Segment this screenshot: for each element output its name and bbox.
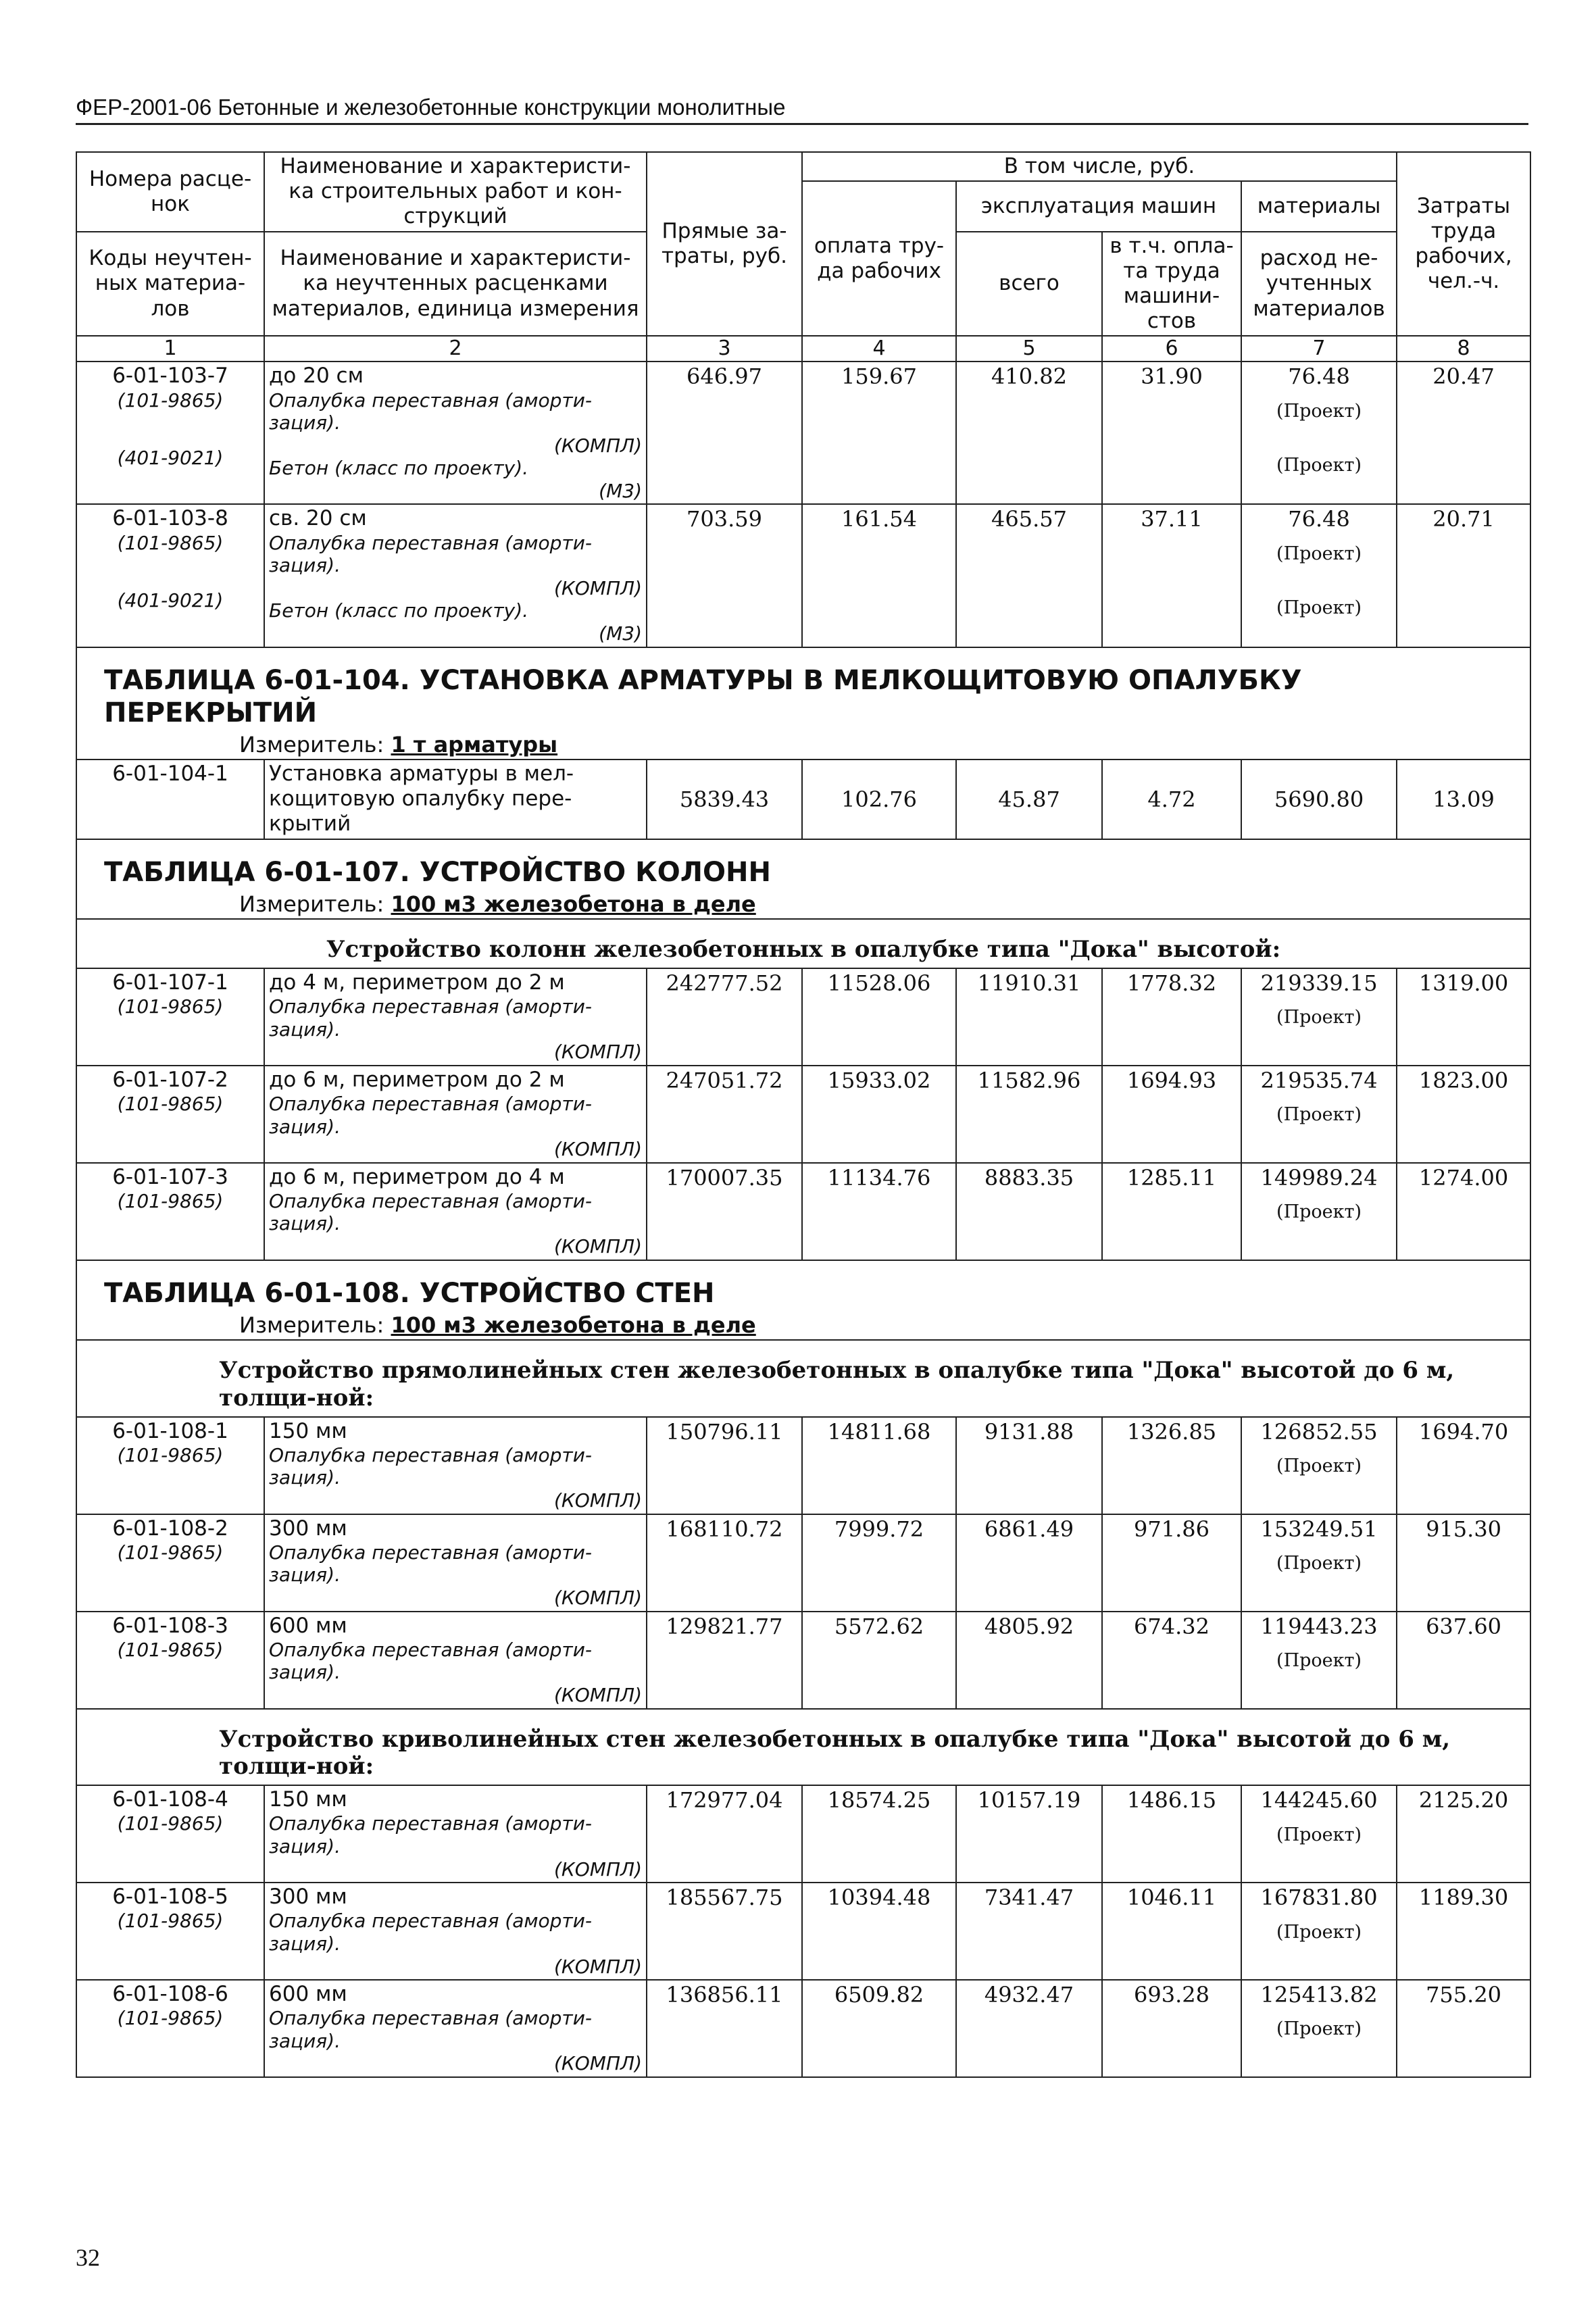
wages: 11134.76	[802, 1163, 956, 1260]
section-title: ТАБЛИЦА 6-01-107. УСТРОЙСТВО КОЛОНН	[104, 856, 771, 888]
wages: 5572.62	[802, 1612, 956, 1709]
col-work-name-header: Наименование и характеристи-ка строительных работ и кон-струкций	[264, 152, 647, 232]
materials-cell	[1241, 1980, 1397, 2077]
materials-value: 76.48	[1288, 364, 1350, 390]
col-material-names-header: Наименование и характеристи-ка неучтенных расценками материалов, единица измерения	[264, 232, 647, 337]
column-number: 1	[76, 336, 264, 362]
project-note: (Проект)	[1276, 597, 1362, 619]
labor: 1274.00	[1397, 1163, 1530, 1260]
material-code: (101-9865)	[117, 1812, 224, 1835]
direct-costs: 150796.11	[647, 1417, 802, 1514]
materials-cell	[1241, 968, 1397, 1066]
col-labor-header: Затраты труда рабочих, чел.-ч.	[1397, 152, 1530, 336]
labor: 755.20	[1397, 1980, 1530, 2077]
direct-costs: 5839.43	[647, 760, 802, 839]
group-caption: Устройство прямолинейных стен железобетонных в опалубке типа "Дока" высотой до 6 м, толщи-ной:	[76, 1340, 1530, 1417]
group-caption: Устройство колонн железобетонных в опалубке типа "Дока" высотой:	[76, 919, 1530, 968]
rate-code-cell	[76, 1785, 264, 1883]
direct-costs: 136856.11	[647, 1980, 802, 2077]
direct-costs: 185567.75	[647, 1883, 802, 1980]
rate-name: до 6 м, периметром до 4 м	[269, 1164, 565, 1189]
machinists-wages: 4.72	[1102, 760, 1241, 839]
meter-value: 100 м3 железобетона в деле	[391, 1312, 756, 1338]
rate-code: 6-01-108-4	[112, 1787, 228, 1812]
machinists-wages: 37.11	[1102, 504, 1241, 647]
group-caption: Устройство криволинейных стен железобетонных в опалубке типа "Дока" высотой до 6 м, толщи-ной:	[76, 1709, 1530, 1786]
machines-total: 11582.96	[956, 1066, 1102, 1163]
column-number: 4	[802, 336, 956, 362]
rate-code-cell	[76, 504, 264, 647]
rate-code-cell	[76, 1163, 264, 1260]
rate-name-cell	[264, 1514, 647, 1612]
materials-cell	[1241, 1514, 1397, 1612]
group-row	[76, 1709, 1530, 1786]
rate-code-cell	[76, 1883, 264, 1980]
materials-value: 144245.60	[1260, 1787, 1378, 1814]
project-note: (Проект)	[1276, 2018, 1362, 2040]
material-name: Опалубка переставная (аморти-зация).	[269, 2007, 593, 2052]
materials-cell	[1241, 1417, 1397, 1514]
column-number: 7	[1241, 336, 1397, 362]
materials-value: 167831.80	[1260, 1885, 1378, 1911]
rate-row	[76, 1883, 1530, 1980]
meter-row	[76, 729, 1530, 760]
header-row-1	[76, 152, 1530, 181]
rate-name-cell	[264, 1785, 647, 1883]
rate-name: 600 мм	[269, 1613, 347, 1638]
direct-costs: 242777.52	[647, 968, 802, 1066]
labor: 1694.70	[1397, 1417, 1530, 1514]
project-note: (Проект)	[1276, 1553, 1362, 1574]
column-number: 5	[956, 336, 1102, 362]
material-unit: (КОМПЛ)	[553, 1041, 642, 1064]
material-name: Бетон (класс по проекту).	[269, 599, 529, 622]
rate-name-cell	[264, 1883, 647, 1980]
materials-cell	[1241, 1612, 1397, 1709]
machines-total: 11910.31	[956, 968, 1102, 1066]
materials-cell	[1241, 1883, 1397, 1980]
column-number: 3	[647, 336, 802, 362]
col-direct-costs-header: Прямые за-траты, руб.	[647, 152, 802, 336]
rate-code-cell	[76, 1980, 264, 2077]
material-unit: (КОМПЛ)	[553, 1683, 642, 1706]
machinists-wages: 1778.32	[1102, 968, 1241, 1066]
machinists-wages: 674.32	[1102, 1612, 1241, 1709]
machines-total: 4932.47	[956, 1980, 1102, 2077]
col-machines-total-header: всего	[956, 232, 1102, 337]
material-name: Опалубка переставная (аморти-зация).	[269, 1638, 593, 1684]
material-unit: (КОМПЛ)	[553, 576, 642, 599]
material-name: Опалубка переставная (аморти-зация).	[269, 1189, 593, 1235]
rate-name: 150 мм	[269, 1418, 347, 1443]
rate-row	[76, 1417, 1530, 1514]
materials-cell	[1241, 504, 1397, 647]
group-row	[76, 1340, 1530, 1417]
rate-row	[76, 968, 1530, 1066]
machines-total: 10157.19	[956, 1785, 1102, 1883]
rate-name-cell	[264, 1612, 647, 1709]
rate-row	[76, 504, 1530, 647]
material-name: Опалубка переставная (аморти-зация).	[269, 995, 593, 1041]
labor: 1189.30	[1397, 1883, 1530, 1980]
machinists-wages: 1486.15	[1102, 1785, 1241, 1883]
material-name: Опалубка переставная (аморти-зация).	[269, 1541, 593, 1587]
material-name: Опалубка переставная (аморти-зация).	[269, 1910, 593, 1955]
meter-label: Измеритель:	[239, 1312, 384, 1338]
page-number: 32	[76, 2244, 100, 2271]
machines-total: 410.82	[956, 362, 1102, 504]
material-code: (101-9865)	[117, 531, 224, 554]
rate-name-cell	[264, 1066, 647, 1163]
direct-costs: 646.97	[647, 362, 802, 504]
wages: 6509.82	[802, 1980, 956, 2077]
labor: 2125.20	[1397, 1785, 1530, 1883]
rate-row	[76, 1785, 1530, 1883]
labor: 1319.00	[1397, 968, 1530, 1066]
page-header: ФЕР-2001-06 Бетонные и железобетонные конструкции монолитные	[76, 95, 1528, 125]
materials-value: 219339.15	[1260, 970, 1378, 996]
section-title-row	[76, 839, 1530, 889]
material-code: (401-9021)	[117, 589, 224, 612]
material-unit: (КОМПЛ)	[553, 2052, 642, 2075]
rate-code: 6-01-108-2	[112, 1516, 228, 1541]
rate-code: 6-01-104-1	[76, 760, 264, 839]
materials-value: 126852.55	[1260, 1418, 1378, 1445]
machinists-wages: 1694.93	[1102, 1066, 1241, 1163]
section-title: ТАБЛИЦА 6-01-104. УСТАНОВКА АРМАТУРЫ В МЕЛКОЩИТОВУЮ ОПАЛУБКУ ПЕРЕКРЫТИЙ	[104, 664, 1302, 728]
rate-code: 6-01-108-1	[112, 1418, 228, 1443]
materials-value: 119443.23	[1260, 1613, 1378, 1639]
direct-costs: 168110.72	[647, 1514, 802, 1612]
group-row	[76, 919, 1530, 968]
direct-costs: 703.59	[647, 504, 802, 647]
rate-row	[76, 1612, 1530, 1709]
column-number: 8	[1397, 336, 1530, 362]
wages: 10394.48	[802, 1883, 956, 1980]
labor: 1823.00	[1397, 1066, 1530, 1163]
rate-row	[76, 1980, 1530, 2077]
rate-name: 300 мм	[269, 1516, 347, 1541]
material-unit: (КОМПЛ)	[553, 1587, 642, 1609]
material-code: (101-9865)	[117, 1910, 224, 1933]
material-unit: (М3)	[599, 479, 642, 502]
column-numbers-row	[76, 336, 1530, 362]
rate-name-cell	[264, 1417, 647, 1514]
labor: 20.71	[1397, 504, 1530, 647]
labor: 637.60	[1397, 1612, 1530, 1709]
rate-name-cell	[264, 504, 647, 647]
wages: 7999.72	[802, 1514, 956, 1612]
project-note: (Проект)	[1276, 1455, 1362, 1477]
project-note: (Проект)	[1276, 1824, 1362, 1845]
rate-name-cell	[264, 968, 647, 1066]
machinists-wages: 1285.11	[1102, 1163, 1241, 1260]
materials-value: 149989.24	[1260, 1164, 1378, 1191]
machines-total: 7341.47	[956, 1883, 1102, 1980]
col-machines-header: эксплуатация машин	[956, 181, 1241, 231]
material-unit: (КОМПЛ)	[553, 1489, 642, 1512]
project-note: (Проект)	[1276, 1649, 1362, 1671]
rates-table	[76, 151, 1531, 2078]
rate-name-cell	[264, 1163, 647, 1260]
project-note: (Проект)	[1276, 1201, 1362, 1223]
machines-total: 9131.88	[956, 1417, 1102, 1514]
machinists-wages: 31.90	[1102, 362, 1241, 504]
materials-value: 76.48	[1288, 506, 1350, 532]
meter-label: Измеритель:	[239, 731, 384, 757]
column-number: 6	[1102, 336, 1241, 362]
rate-name: 150 мм	[269, 1787, 347, 1812]
column-number: 2	[264, 336, 647, 362]
rate-code: 6-01-108-5	[112, 1885, 228, 1910]
material-name: Опалубка переставная (аморти-зация).	[269, 531, 593, 577]
rate-code: 6-01-108-6	[112, 1982, 228, 2007]
materials-cell	[1241, 1066, 1397, 1163]
rate-code-cell	[76, 1417, 264, 1514]
project-note: (Проект)	[1276, 400, 1362, 422]
rate-name: 600 мм	[269, 1982, 347, 2007]
col-machinists-wages-header: в т.ч. опла-та труда машини-стов	[1102, 232, 1241, 337]
materials-cell	[1241, 362, 1397, 504]
materials-value: 125413.82	[1260, 1982, 1378, 2008]
material-code: (101-9865)	[117, 1638, 224, 1661]
rate-code-cell	[76, 968, 264, 1066]
rate-code: 6-01-107-3	[112, 1164, 228, 1189]
material-unit: (КОМПЛ)	[553, 1955, 642, 1978]
section-title-row	[76, 647, 1530, 729]
machines-total: 465.57	[956, 504, 1102, 647]
materials-value: 5690.80	[1241, 760, 1397, 839]
meter-value: 100 м3 железобетона в деле	[391, 891, 756, 917]
material-name: Бетон (класс по проекту).	[269, 457, 529, 480]
direct-costs: 247051.72	[647, 1066, 802, 1163]
machinists-wages: 1326.85	[1102, 1417, 1241, 1514]
material-code: (101-9865)	[117, 1443, 224, 1466]
material-code: (101-9865)	[117, 1541, 224, 1564]
rate-name: Установка арматуры в мел-кощитовую опалубку пере-крытий	[264, 760, 647, 839]
material-code: (101-9865)	[117, 1189, 224, 1212]
material-name: Опалубка переставная (аморти-зация).	[269, 1092, 593, 1138]
direct-costs: 170007.35	[647, 1163, 802, 1260]
machinists-wages: 693.28	[1102, 1980, 1241, 2077]
material-unit: (КОМПЛ)	[553, 1138, 642, 1161]
labor: 915.30	[1397, 1514, 1530, 1612]
material-name: Опалубка переставная (аморти-зация).	[269, 389, 593, 434]
rate-row	[76, 362, 1530, 504]
rate-code: 6-01-103-7	[112, 364, 228, 389]
materials-cell	[1241, 1785, 1397, 1883]
rate-code-cell	[76, 1514, 264, 1612]
rate-code-cell	[76, 1066, 264, 1163]
material-code: (101-9865)	[117, 2007, 224, 2030]
material-unit: (КОМПЛ)	[553, 1235, 642, 1258]
section-title: ТАБЛИЦА 6-01-108. УСТРОЙСТВО СТЕН	[104, 1277, 715, 1309]
material-unit: (КОМПЛ)	[553, 434, 642, 457]
project-note: (Проект)	[1276, 1104, 1362, 1126]
material-unit: (КОМПЛ)	[553, 1858, 642, 1881]
rate-name: св. 20 см	[269, 506, 367, 531]
rate-name: до 4 м, периметром до 2 м	[269, 970, 565, 995]
rate-code: 6-01-103-8	[112, 506, 228, 531]
wages: 15933.02	[802, 1066, 956, 1163]
rate-code: 6-01-107-2	[112, 1067, 228, 1092]
rate-name-cell	[264, 362, 647, 504]
machines-total: 6861.49	[956, 1514, 1102, 1612]
rate-row	[76, 760, 1530, 839]
rate-name: 300 мм	[269, 1885, 347, 1910]
wages: 161.54	[802, 504, 956, 647]
rate-name: до 6 м, периметром до 2 м	[269, 1067, 565, 1092]
rate-code-cell	[76, 1612, 264, 1709]
machines-total: 8883.35	[956, 1163, 1102, 1260]
machines-total: 45.87	[956, 760, 1102, 839]
rate-code: 6-01-108-3	[112, 1613, 228, 1638]
col-including-header: В том числе, руб.	[802, 152, 1397, 181]
labor: 20.47	[1397, 362, 1530, 504]
wages: 159.67	[802, 362, 956, 504]
material-code: (101-9865)	[117, 995, 224, 1018]
wages: 102.76	[802, 760, 956, 839]
material-code: (401-9021)	[117, 447, 224, 470]
wages: 14811.68	[802, 1417, 956, 1514]
materials-value: 219535.74	[1260, 1067, 1378, 1093]
rate-name-cell	[264, 1980, 647, 2077]
machinists-wages: 1046.11	[1102, 1883, 1241, 1980]
col-rate-number-header: Номера расце-нок	[76, 152, 264, 232]
rate-row	[76, 1514, 1530, 1612]
materials-value: 153249.51	[1260, 1516, 1378, 1542]
material-unit: (М3)	[599, 622, 642, 645]
project-note: (Проект)	[1276, 1007, 1362, 1028]
materials-cell	[1241, 1163, 1397, 1260]
project-note: (Проект)	[1276, 1921, 1362, 1943]
rate-row	[76, 1066, 1530, 1163]
meter-row	[76, 1310, 1530, 1340]
rate-code-cell	[76, 362, 264, 504]
section-title-row	[76, 1260, 1530, 1310]
col-unaccounted-materials-header: расход не-учтенных материалов	[1241, 232, 1397, 337]
direct-costs: 172977.04	[647, 1785, 802, 1883]
meter-value: 1 т арматуры	[391, 731, 558, 757]
col-material-codes-header: Коды неучтен-ных материа-лов	[76, 232, 264, 337]
project-note: (Проект)	[1276, 543, 1362, 564]
col-wages-header: оплата тру-да рабочих	[802, 181, 956, 336]
labor: 13.09	[1397, 760, 1530, 839]
material-code: (101-9865)	[117, 1092, 224, 1115]
rate-name: до 20 см	[269, 364, 364, 389]
material-name: Опалубка переставная (аморти-зация).	[269, 1812, 593, 1858]
material-code: (101-9865)	[117, 389, 224, 412]
wages: 11528.06	[802, 968, 956, 1066]
machinists-wages: 971.86	[1102, 1514, 1241, 1612]
meter-row	[76, 889, 1530, 919]
project-note: (Проект)	[1276, 455, 1362, 476]
rate-row	[76, 1163, 1530, 1260]
meter-label: Измеритель:	[239, 891, 384, 917]
direct-costs: 129821.77	[647, 1612, 802, 1709]
rate-code: 6-01-107-1	[112, 970, 228, 995]
wages: 18574.25	[802, 1785, 956, 1883]
machines-total: 4805.92	[956, 1612, 1102, 1709]
material-name: Опалубка переставная (аморти-зация).	[269, 1443, 593, 1489]
col-materials-header: материалы	[1241, 181, 1397, 231]
